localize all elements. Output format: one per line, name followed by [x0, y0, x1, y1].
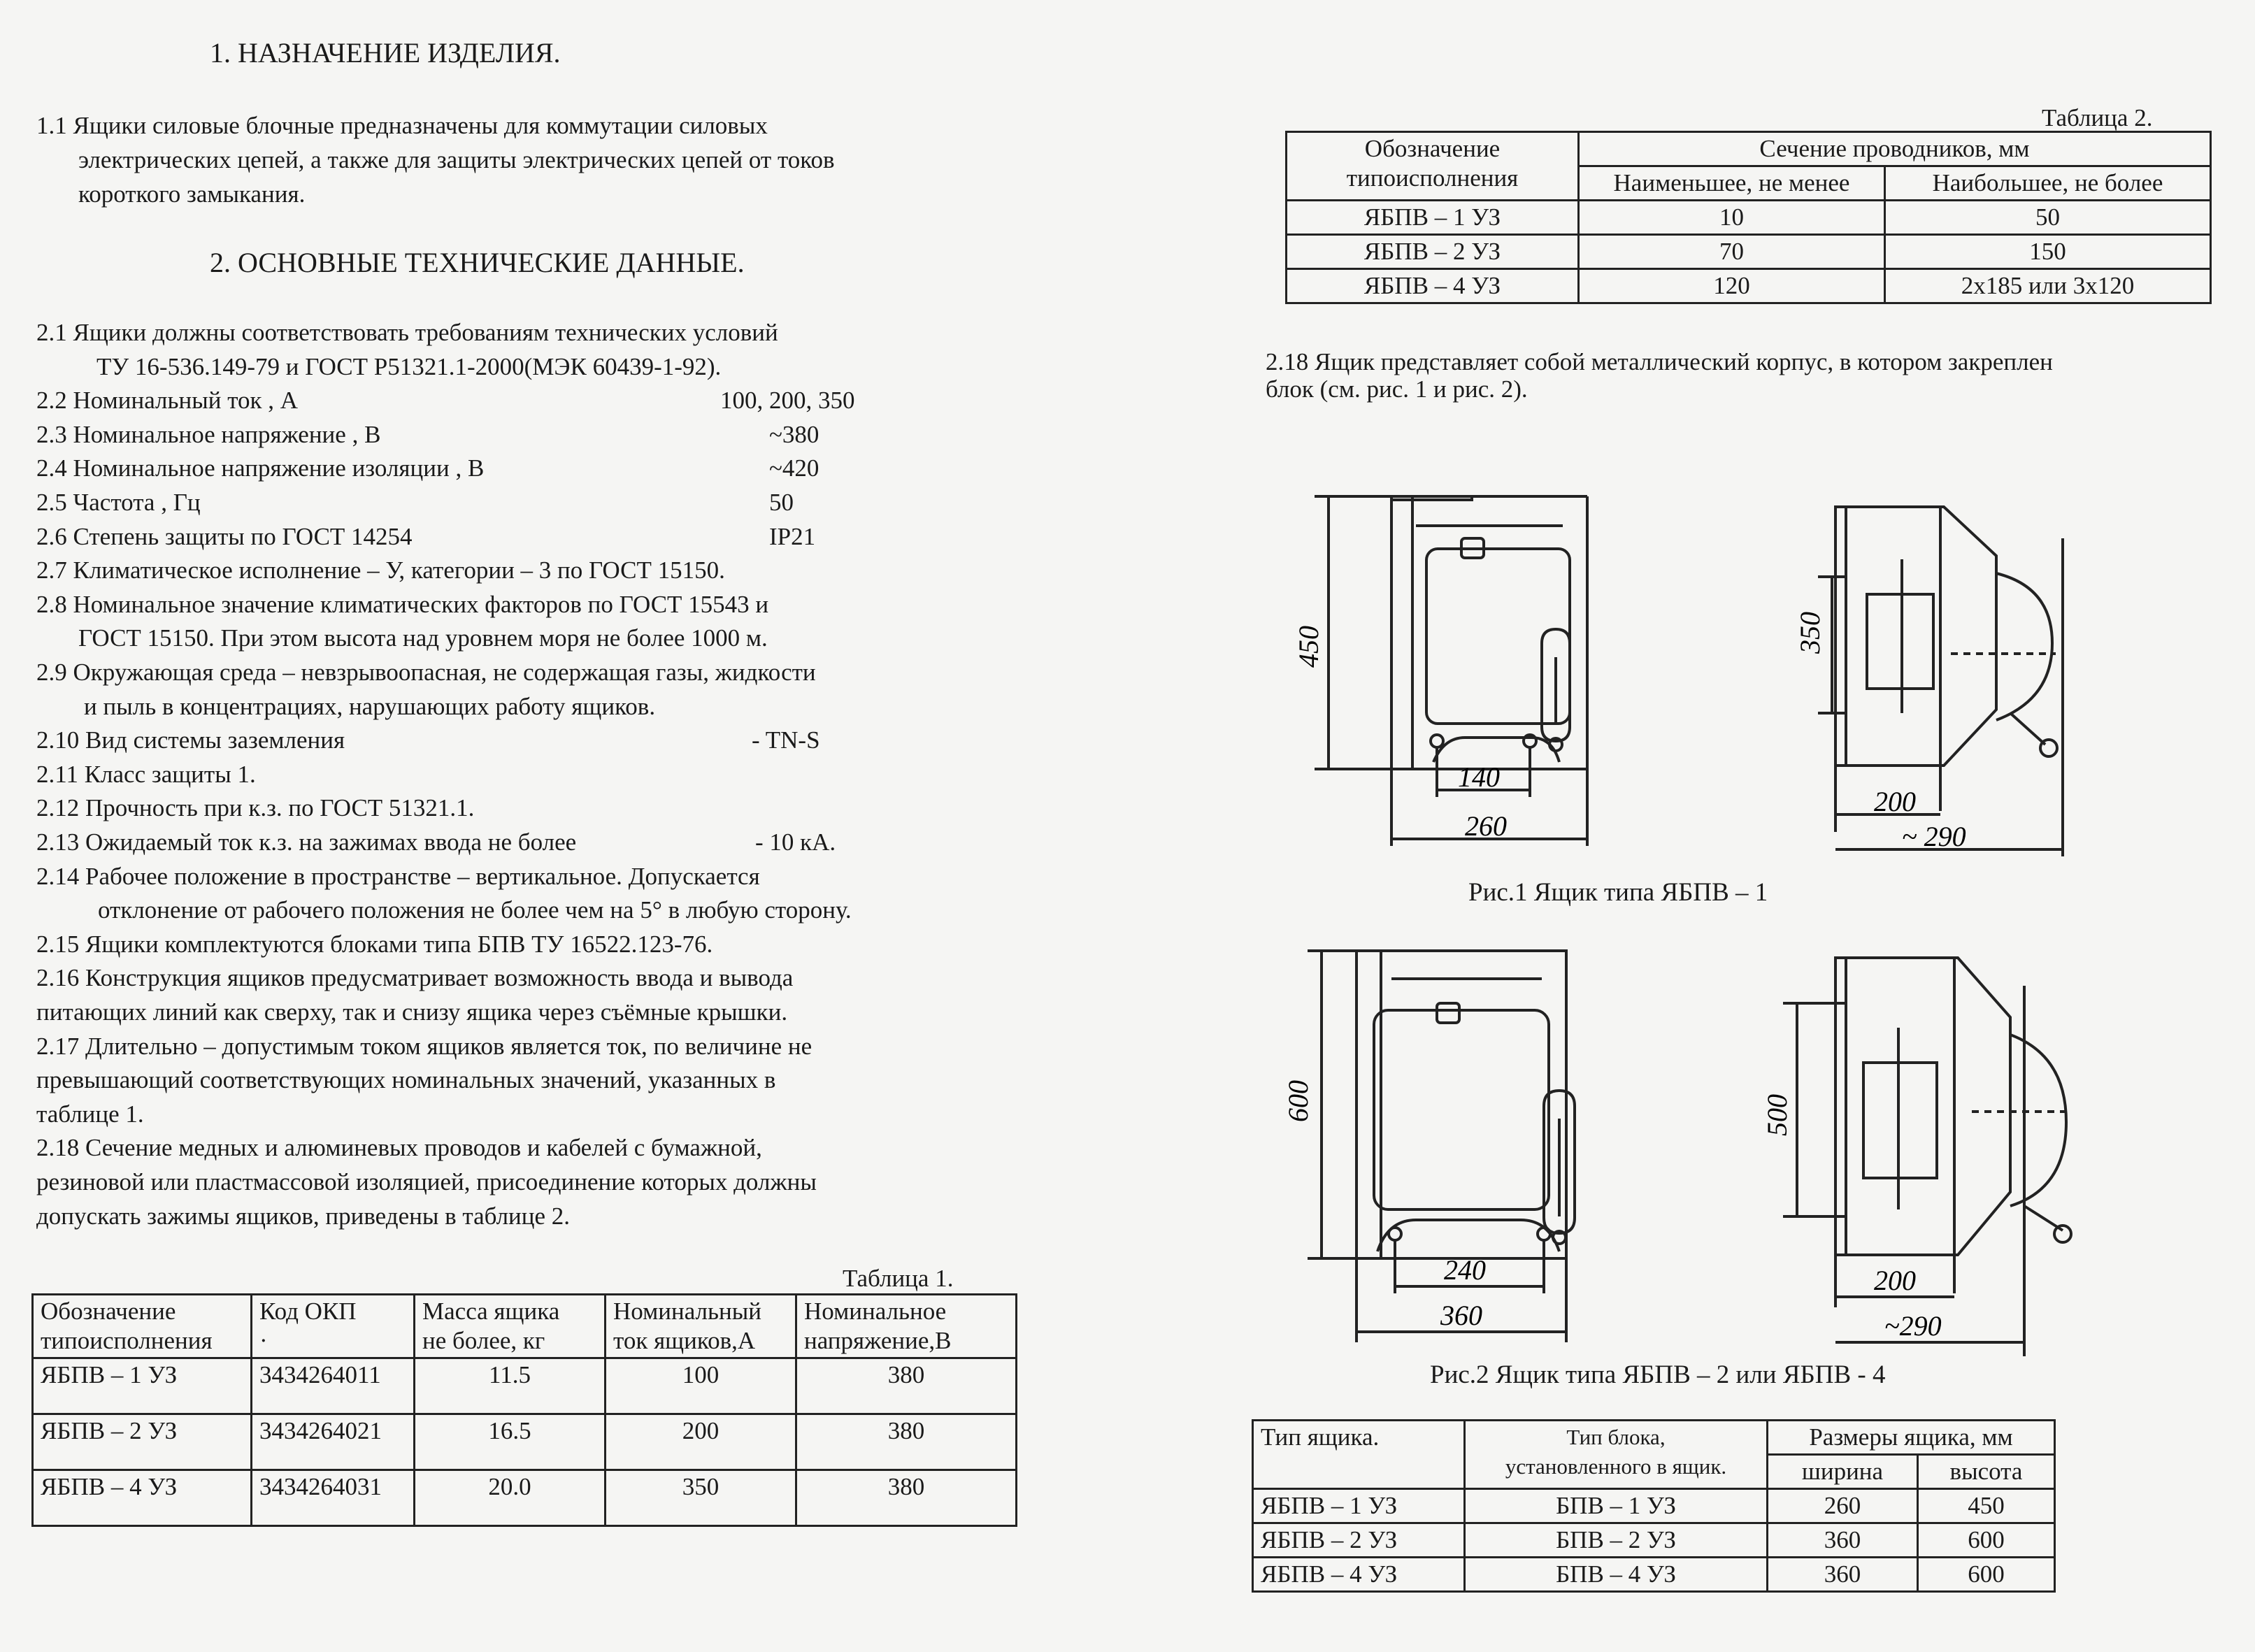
paragraph-2-18b-line1: 2.18 Ящик представляет собой металлический корпус, в котором закреплен	[1266, 348, 2053, 375]
cell: 3434264021	[252, 1414, 415, 1470]
fig1-side-total: ~ 290	[1902, 821, 1966, 852]
table-1	[31, 1293, 1017, 1527]
technical-data-line: превышающий соответствующих номинальных значений, указанных в	[36, 1066, 776, 1094]
table2-caption: Таблица 2.	[2042, 104, 2153, 131]
technical-data-line: ТУ 16-536.149-79 и ГОСТ Р51321.1-2000(МЭК 60439-1-92).	[96, 352, 722, 380]
table-row	[33, 1358, 1017, 1414]
technical-data-line: 2.11 Класс защиты 1.	[36, 760, 256, 788]
table2-header-section: Сечение проводников, мм	[1579, 132, 2211, 166]
fig1-side-depth: 200	[1874, 786, 1916, 817]
cell: 3434264031	[252, 1470, 415, 1526]
table1-header: Масса ящика не более, кг	[415, 1295, 606, 1358]
technical-data-line: 2.16 Конструкция ящиков предусматривает возможность ввода и вывода	[36, 964, 794, 992]
table1-caption: Таблица 1.	[843, 1265, 954, 1292]
table3-header-type: Тип ящика.	[1253, 1421, 1465, 1489]
technical-data-line: 2.1 Ящики должны соответствовать требованиям технических условий	[36, 319, 778, 346]
table-row	[1253, 1421, 2055, 1455]
technical-data-line: 2.15 Ящики комплектуются блоками типа БПВ ТУ 16522.123-76.	[36, 930, 713, 958]
cell: 10	[1579, 201, 1885, 235]
technical-data-line: 2.8 Номинальное значение климатических факторов по ГОСТ 15543 и	[36, 590, 769, 618]
table2-header-min: Наименьшее, не менее	[1579, 166, 1885, 201]
technical-data-line: 2.12 Прочность при к.з. по ГОСТ 51321.1.	[36, 794, 475, 822]
technical-data-value: IP21	[769, 522, 816, 550]
technical-data-line: 2.14 Рабочее положение в пространстве – вертикальное. Допускается	[36, 862, 760, 890]
paragraph-2-18b-line2: блок (см. рис. 1 и рис. 2).	[1266, 375, 1528, 403]
technical-data-line: 2.7 Климатическое исполнение – У, категории – 3 по ГОСТ 15150.	[36, 556, 725, 584]
figure-1-drawing	[1287, 482, 2077, 874]
section2-title: 2. ОСНОВНЫЕ ТЕХНИЧЕСКИЕ ДАННЫЕ.	[210, 247, 745, 278]
technical-data-line: допускать зажимы ящиков, приведены в таблице 2.	[36, 1202, 571, 1230]
technical-data-line: таблице 1.	[36, 1100, 144, 1128]
cell: 350	[606, 1470, 796, 1526]
paragraph-1-1-line2: электрических цепей, а также для защиты электрических цепей от токов	[78, 146, 835, 173]
fig1-dim-inner: 140	[1458, 761, 1500, 793]
table3-header-width: ширина	[1768, 1455, 1918, 1489]
technical-data-line: 2.2 Номинальный ток , А	[36, 387, 299, 415]
cell: БПВ – 2 УЗ	[1465, 1523, 1768, 1558]
table-2	[1285, 131, 2212, 304]
cell: ЯБПВ – 4 УЗ	[1253, 1558, 1465, 1592]
technical-data-line: 2.3 Номинальное напряжение , В	[36, 420, 381, 448]
cell: БПВ – 1 УЗ	[1465, 1489, 1768, 1523]
section1-title: 1. НАЗНАЧЕНИЕ ИЗДЕЛИЯ.	[210, 37, 561, 69]
fig2-dim-height: 600	[1282, 1080, 1314, 1122]
technical-data-line: 2.5 Частота , Гц	[36, 489, 201, 516]
fig2-side-depth: 200	[1874, 1265, 1916, 1296]
technical-data-line: и пыль в концентрациях, нарушающих работу ящиков.	[84, 692, 656, 720]
cell: 3434264011	[252, 1358, 415, 1414]
cell: БПВ – 4 УЗ	[1465, 1558, 1768, 1592]
table2-header-max: Наибольшее, не более	[1885, 166, 2211, 201]
table1-header: Обозначение типоисполнения	[33, 1295, 252, 1358]
cell: ЯБПВ – 2 УЗ	[33, 1414, 252, 1470]
cell: 380	[796, 1358, 1017, 1414]
cell: 20.0	[415, 1470, 606, 1526]
cell: ЯБПВ – 4 УЗ	[33, 1470, 252, 1526]
technical-data-line: 2.13 Ожидаемый ток к.з. на зажимах ввода не более	[36, 828, 577, 856]
table3-header-block: Тип блока, установленного в ящик.	[1465, 1421, 1768, 1489]
cell: 450	[1917, 1489, 2054, 1523]
cell: 260	[1768, 1489, 1918, 1523]
figure-2-drawing	[1266, 937, 2077, 1356]
technical-data-line: отклонение от рабочего положения не более чем на 5° в любую сторону.	[98, 896, 852, 924]
technical-data-line: 2.17 Длительно – допустимым током ящиков является ток, по величине не	[36, 1032, 812, 1060]
fig2-side-height: 500	[1761, 1094, 1793, 1136]
technical-data-line: 2.10 Вид системы заземления	[36, 726, 345, 754]
table1-header: Код ОКП ·	[252, 1295, 415, 1358]
paragraph-1-1-line3: короткого замыкания.	[78, 180, 306, 208]
cell: ЯБПВ – 2 УЗ	[1287, 235, 1579, 269]
cell: 11.5	[415, 1358, 606, 1414]
fig2-dim-inner: 240	[1444, 1254, 1486, 1286]
table-row	[33, 1470, 1017, 1526]
technical-data-value: - TN-S	[752, 726, 820, 754]
table-3	[1252, 1419, 2056, 1593]
cell: 150	[1885, 235, 2211, 269]
fig2-dim-width: 360	[1440, 1300, 1482, 1331]
table-row	[33, 1414, 1017, 1470]
table2-header-designation: Обозначение типоисполнения	[1287, 132, 1579, 201]
cell: 600	[1917, 1558, 2054, 1592]
technical-data-line: 2.6 Степень защиты по ГОСТ 14254	[36, 522, 413, 550]
table3-header-height: высота	[1917, 1455, 2054, 1489]
table-row	[1253, 1523, 2055, 1558]
cell: 600	[1917, 1523, 2054, 1558]
cell: 100	[606, 1358, 796, 1414]
figure-2-caption: Рис.2 Ящик типа ЯБПВ – 2 или ЯБПВ - 4	[1430, 1360, 1886, 1389]
cell: 360	[1768, 1523, 1918, 1558]
technical-data-line: 2.4 Номинальное напряжение изоляции , В	[36, 454, 485, 482]
table-row	[33, 1295, 1017, 1358]
figure-1-caption: Рис.1 Ящик типа ЯБПВ – 1	[1468, 878, 1768, 907]
technical-data-line: 2.9 Окружающая среда – невзрывоопасная, не содержащая газы, жидкости	[36, 659, 816, 686]
table-row	[1253, 1489, 2055, 1523]
cell: 16.5	[415, 1414, 606, 1470]
table3-header-size: Размеры ящика, мм	[1768, 1421, 2055, 1455]
cell: ЯБПВ – 4 УЗ	[1287, 269, 1579, 303]
technical-data-value: - 10 кА.	[755, 828, 836, 856]
technical-data-value: ~380	[769, 420, 819, 448]
table-row	[1287, 269, 2211, 303]
table-row	[1287, 201, 2211, 235]
fig1-side-height: 350	[1794, 612, 1826, 654]
cell: 70	[1579, 235, 1885, 269]
fig1-dim-height: 450	[1293, 626, 1324, 668]
cell: 380	[796, 1470, 1017, 1526]
table-row	[1287, 132, 2211, 166]
table-row	[1253, 1558, 2055, 1592]
cell: 2х185 или 3х120	[1885, 269, 2211, 303]
technical-data-value: 50	[769, 489, 794, 516]
cell: 380	[796, 1414, 1017, 1470]
technical-data-value: ~420	[769, 454, 819, 482]
technical-data-line: ГОСТ 15150. При этом высота над уровнем моря не более 1000 м.	[78, 624, 768, 652]
cell: 360	[1768, 1558, 1918, 1592]
cell: ЯБПВ – 1 УЗ	[1253, 1489, 1465, 1523]
technical-data-value: 100, 200, 350	[720, 387, 855, 415]
cell: 120	[1579, 269, 1885, 303]
table-row	[1287, 235, 2211, 269]
cell: ЯБПВ – 2 УЗ	[1253, 1523, 1465, 1558]
cell: ЯБПВ – 1 УЗ	[1287, 201, 1579, 235]
technical-data-line: резиновой или пластмассовой изоляцией, присоединение которых должны	[36, 1168, 817, 1195]
cell: 200	[606, 1414, 796, 1470]
cell: ЯБПВ – 1 УЗ	[33, 1358, 252, 1414]
table1-header: Номинальный ток ящиков,А	[606, 1295, 796, 1358]
technical-data-line: питающих линий как сверху, так и снизу ящика через съёмные крышки.	[36, 998, 788, 1026]
fig1-dim-width: 260	[1465, 810, 1507, 842]
technical-data-line: 2.18 Сечение медных и алюминевых проводов и кабелей с бумажной,	[36, 1134, 762, 1162]
fig2-side-total: ~290	[1884, 1310, 1942, 1342]
paragraph-1-1-line1: 1.1 Ящики силовые блочные предназначены для коммутации силовых	[36, 112, 768, 139]
cell: 50	[1885, 201, 2211, 235]
table1-header: Номинальное напряжение,В	[796, 1295, 1017, 1358]
